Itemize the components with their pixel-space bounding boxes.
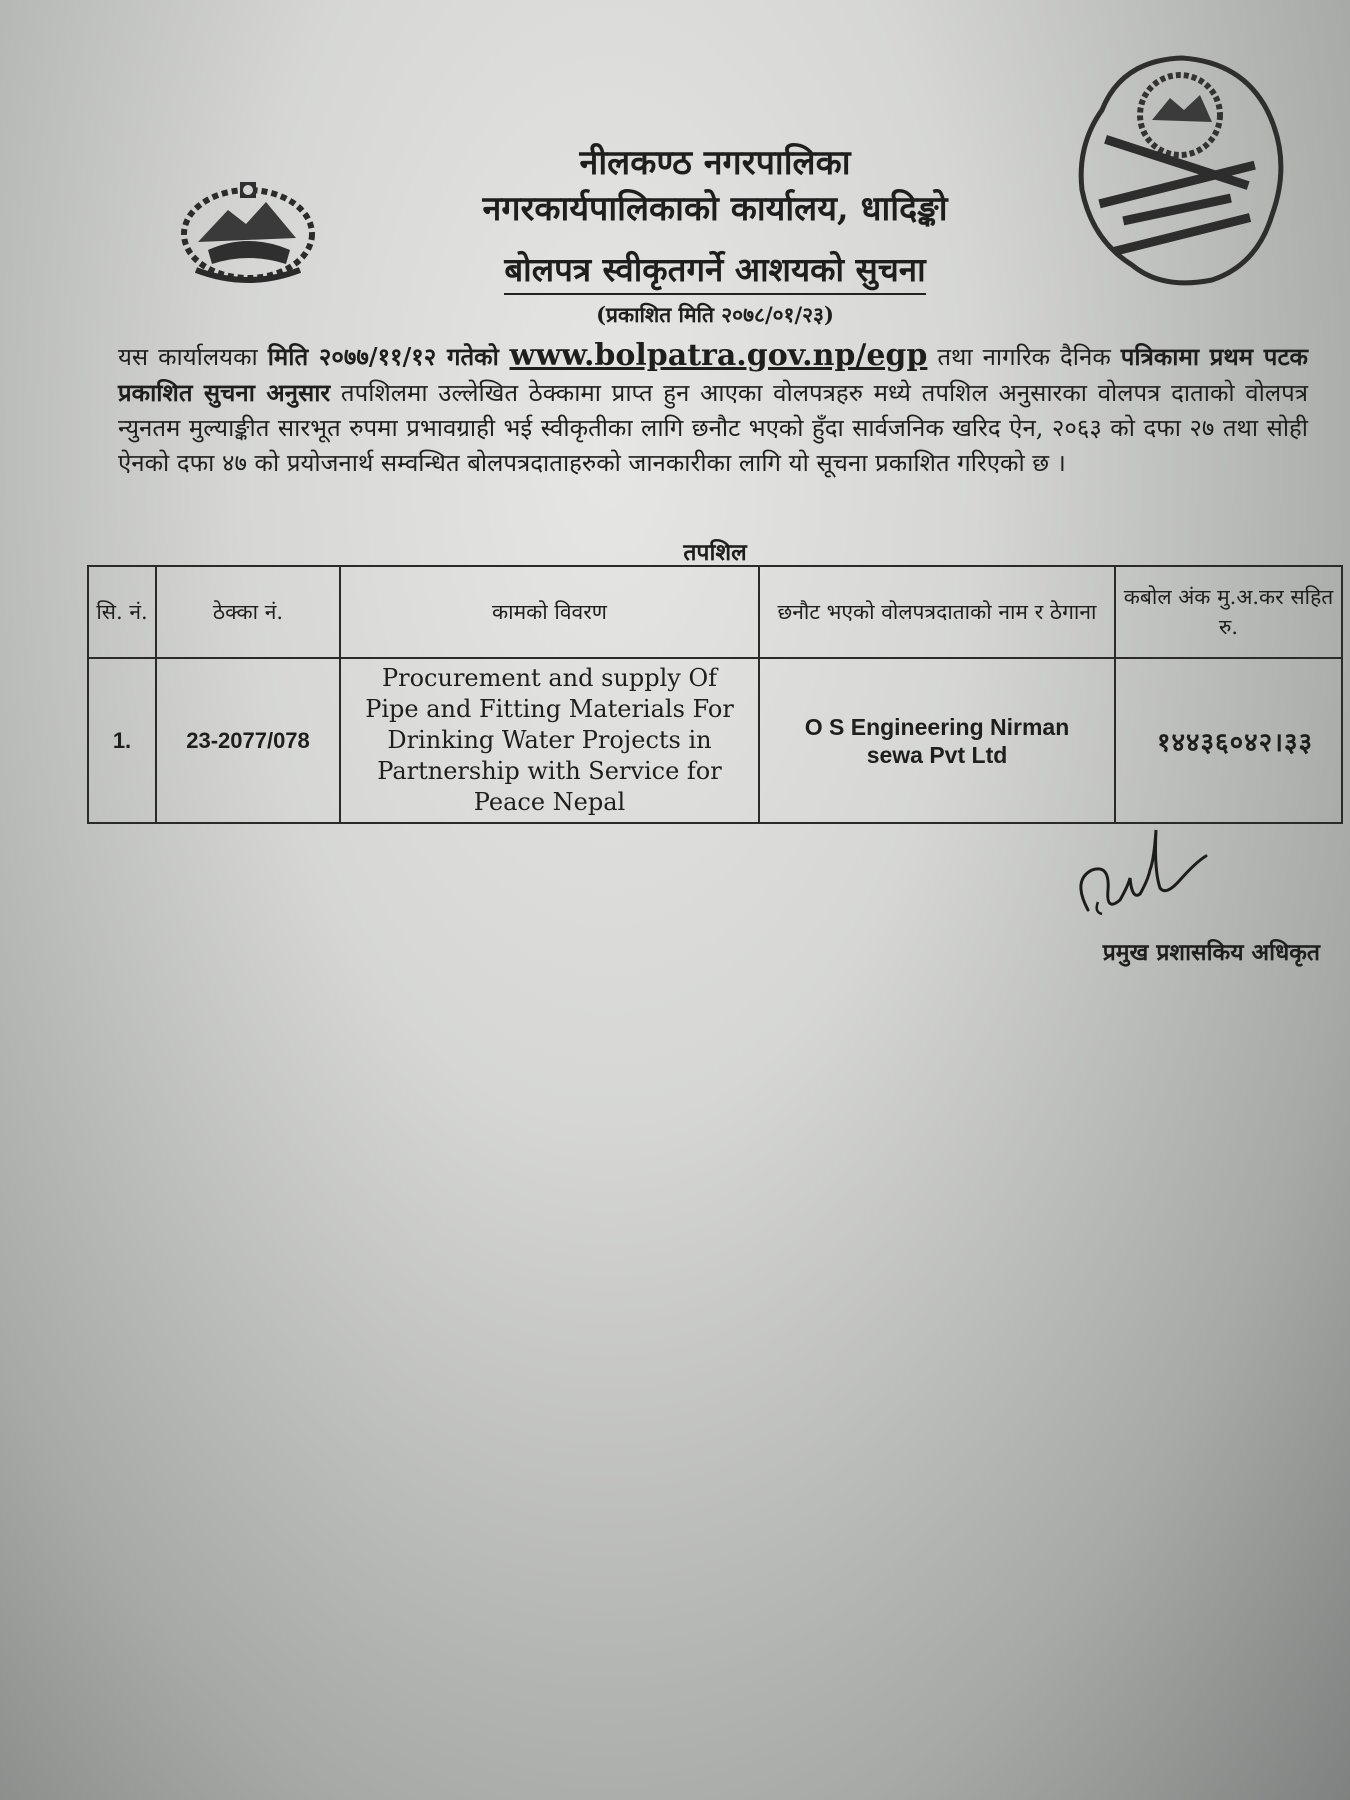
notice-header [300, 140, 1130, 329]
body-intro: यस कार्यालयका [118, 343, 268, 371]
table-header-row [88, 566, 1342, 658]
notice-body [118, 338, 1308, 481]
office-name: नीलकण्ठ नगरपालिका [579, 143, 851, 183]
body-first-publish: पत्रिकामा प्रथम पटक प्रकाशित सुचना अनुसार [118, 342, 1308, 407]
row-description: Procurement and supply Of Pipe and Fitting Materials For Drinking Water Projects in Partnership with Service for Peace Nepal [340, 658, 759, 823]
schedule-label: तपशिल [683, 539, 747, 566]
schedule-table [87, 565, 1343, 824]
published-date: (प्रकाशित मिति २०७८/०१/२३) [596, 302, 834, 327]
header-bidder: छनौट भएको वोलपत्रदाताको नाम र ठेगाना [759, 566, 1115, 658]
header-sn: सि. नं. [88, 566, 156, 658]
egp-link[interactable]: www.bolpatra.gov.np/egp [509, 338, 928, 373]
header-description: कामको विवरण [340, 566, 759, 658]
body-date: मिति २०७७/११/१२ गतेको [267, 342, 510, 371]
office-subtitle: नगरकार्यपालिकाको कार्यालय, धादिङ्को [482, 189, 948, 229]
body-rest: तपशिलमा उल्लेखित ठेक्कामा प्राप्त हुन आएका वोलपत्रहरु मध्ये तपशिल अनुसारका वोलपत्र दाताको वोलपत्र न्युनतम मुल्याङ्कीत सारभूत रुपमा प्रभावग्राही भई स्वीकृतीका लागि छनौट भएको हुँदा सार्वजनिक खरिद ऐन, २०६३ को दफा २७ तथा सोही ऐनको दफा ४७ को प्रयोजनार्थ सम्वन्धित बोलपत्रदाताहरुको जानकारीका लागि यो सूचना प्रकाशित गरिएको छ । [118, 379, 1308, 477]
body-newspaper: तथा नागरिक दैनिक [927, 343, 1121, 371]
row-amount: १४४३६०४२।३३ [1115, 658, 1342, 823]
handwritten-signature [1070, 820, 1220, 930]
header-contract-no: ठेक्का नं. [156, 566, 340, 658]
row-sn: 1. [88, 658, 156, 823]
notice-title: बोलपत्र स्वीकृतगर्ने आशयको सुचना [504, 246, 925, 295]
row-bidder: O S Engineering Nirman sewa Pvt Ltd [759, 658, 1115, 823]
header-amount: कबोल अंक मु.अ.कर सहित रु. [1115, 566, 1342, 658]
officer-title: प्रमुख प्रशासकिय अधिकृत [1102, 939, 1320, 966]
row-contract-no: 23-2077/078 [156, 658, 340, 823]
table-row [88, 658, 1342, 823]
